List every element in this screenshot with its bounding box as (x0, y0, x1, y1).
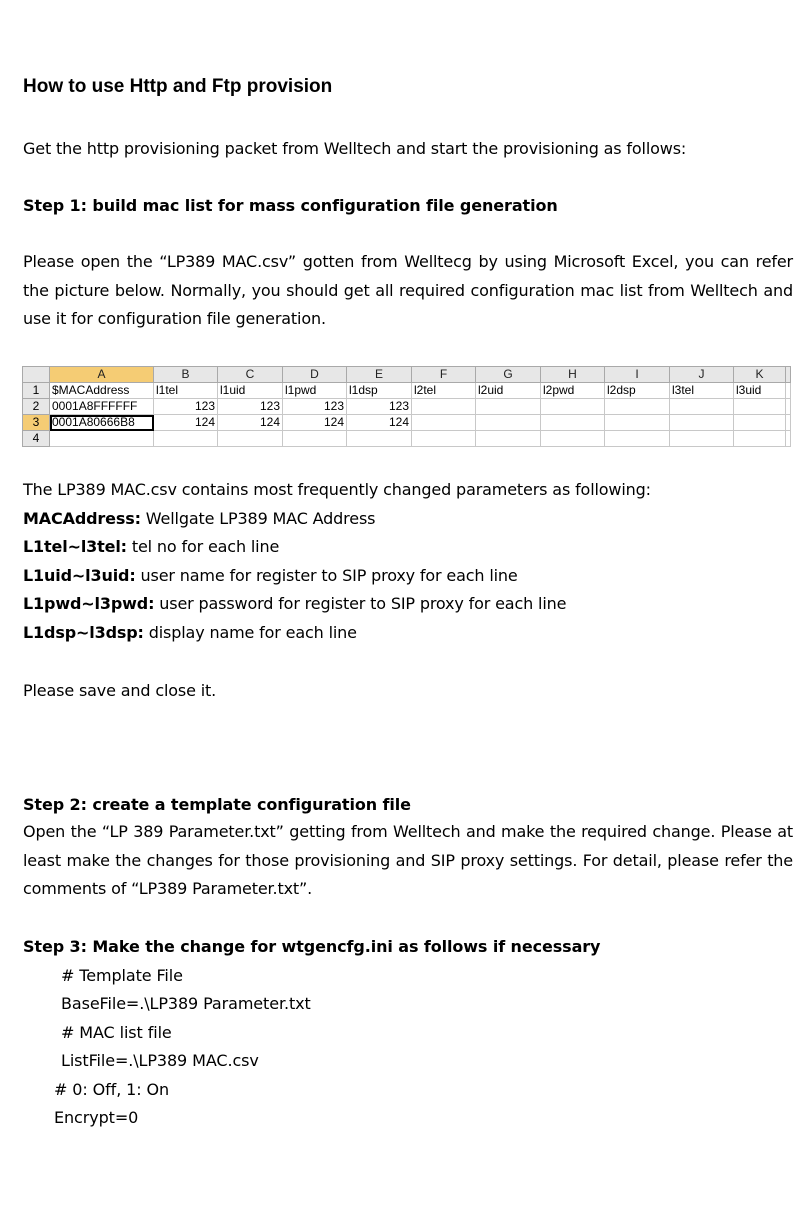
sheet-cell (670, 399, 734, 415)
param-desc: Wellgate LP389 MAC Address (140, 508, 376, 528)
step1-heading: Step 1: build mac list for mass configuration file generation (23, 196, 558, 215)
row-header: 2 (23, 399, 50, 415)
param-desc: user name for register to SIP proxy for each line (135, 565, 518, 585)
sheet-cell (734, 399, 786, 415)
sheet-row (23, 383, 791, 399)
code-line-comment: # MAC list file (61, 1023, 172, 1042)
sheet-cell: l2tel (412, 383, 476, 399)
sheet-cell (605, 431, 670, 447)
sheet-cell: l2pwd (541, 383, 605, 399)
sheet-row (23, 415, 791, 431)
sheet-cell: 124 (218, 415, 283, 431)
param-item (23, 590, 651, 619)
param-desc: display name for each line (143, 622, 357, 642)
sheet-cell (541, 415, 605, 431)
sheet-cell: $MACAddress (50, 383, 154, 399)
column-header: B (154, 367, 218, 383)
sheet-cell: 124 (154, 415, 218, 431)
sheet-row (23, 399, 791, 415)
column-header: K (734, 367, 786, 383)
code-line-comment: # 0: Off, 1: On (54, 1080, 170, 1099)
sheet-cell (541, 431, 605, 447)
column-header: H (541, 367, 605, 383)
param-desc: tel no for each line (126, 537, 280, 556)
sheet-cell (412, 399, 476, 415)
param-desc: user password for register to SIP proxy for each line (154, 594, 567, 613)
page-title: How to use Http and Ftp provision (23, 76, 333, 97)
params-intro: The LP389 MAC.csv contains most frequently changed parameters as following: (23, 480, 651, 499)
column-header: E (347, 367, 412, 383)
sheet-cell: 124 (283, 415, 347, 431)
param-term: MACAddress: (23, 508, 141, 528)
column-header-row (23, 367, 791, 383)
sheet-cell: l2dsp (605, 383, 670, 399)
sheet-cell-overflow (786, 383, 791, 399)
sheet-cell (283, 431, 347, 447)
sheet-cell: 123 (154, 399, 218, 415)
sheet-cell: 0001A8FFFFFF (50, 399, 154, 415)
code-line-setting: BaseFile=.\LP389 Parameter.txt (61, 994, 311, 1013)
column-header: I (605, 367, 670, 383)
sheet-cell (541, 399, 605, 415)
sheet-cell: 123 (347, 399, 412, 415)
row-header: 4 (23, 431, 50, 447)
sheet-cell: l1uid (218, 383, 283, 399)
sheet-cell: 123 (218, 399, 283, 415)
corner-cell (23, 367, 50, 383)
sheet-cell (476, 415, 541, 431)
sheet-cell (412, 431, 476, 447)
sheet-cell-overflow (786, 415, 791, 431)
sheet-cell (476, 431, 541, 447)
sheet-cell (734, 431, 786, 447)
step3-heading: Step 3: Make the change for wtgencfg.ini as follows if necessary (23, 937, 601, 956)
sheet-cell: l1dsp (347, 383, 412, 399)
sheet-cell (154, 431, 218, 447)
sheet-cell: l3uid (734, 383, 786, 399)
sheet-row (23, 431, 791, 447)
step2-paragraph: Open the “LP 389 Parameter.txt” getting from Welltech and make the required change. Please at least make the changes for those provisioning and SIP proxy settings. For detail, please refer the comments of “LP389 Parameter.txt”. (23, 822, 793, 898)
sheet-cell (412, 415, 476, 431)
sheet-cell (218, 431, 283, 447)
sheet-cell (734, 415, 786, 431)
sheet-cell-overflow (786, 431, 791, 447)
spreadsheet-image (22, 366, 791, 447)
spreadsheet-table (22, 366, 791, 447)
row-header: 1 (23, 383, 50, 399)
step2-heading: Step 2: create a template configuration file (23, 795, 411, 814)
column-header-overflow (786, 367, 791, 383)
sheet-cell (670, 431, 734, 447)
sheet-cell (670, 415, 734, 431)
param-item (23, 562, 651, 591)
sheet-cell: l2uid (476, 383, 541, 399)
column-header: G (476, 367, 541, 383)
step1-paragraph: Please open the “LP389 MAC.csv” gotten from Welltecg by using Microsoft Excel, you can refer the picture below. Normally, you should get all required configuration mac list from Welltech and use it for configuration file generation. (23, 252, 793, 328)
column-header: C (218, 367, 283, 383)
save-note: Please save and close it. (23, 681, 217, 700)
column-header: D (283, 367, 347, 383)
column-header: F (412, 367, 476, 383)
param-item (23, 619, 651, 648)
param-item (23, 533, 651, 562)
sheet-cell: l3tel (670, 383, 734, 399)
sheet-cell: l1tel (154, 383, 218, 399)
param-term: L1uid~l3uid: (23, 565, 136, 585)
sheet-cell (347, 431, 412, 447)
column-header: J (670, 367, 734, 383)
sheet-cell (605, 415, 670, 431)
sheet-cell: 124 (347, 415, 412, 431)
intro-text: Get the http provisioning packet from Welltech and start the provisioning as follows: (23, 139, 687, 158)
column-header: A (50, 367, 154, 383)
params-section (23, 476, 651, 647)
param-term: L1tel~l3tel: (23, 537, 127, 556)
param-item (23, 505, 651, 534)
code-line-setting: ListFile=.\LP389 MAC.csv (61, 1051, 259, 1070)
sheet-cell (605, 399, 670, 415)
sheet-cell (50, 431, 154, 447)
param-term: L1pwd~l3pwd: (23, 594, 155, 613)
sheet-cell (476, 399, 541, 415)
param-term: L1dsp~l3dsp: (23, 622, 144, 642)
code-line-comment: # Template File (61, 966, 183, 985)
sheet-cell: l1pwd (283, 383, 347, 399)
sheet-cell-overflow (786, 399, 791, 415)
sheet-cell: 123 (283, 399, 347, 415)
sheet-cell: 0001A80666B8 (50, 415, 154, 431)
row-header: 3 (23, 415, 50, 431)
code-line-setting: Encrypt=0 (54, 1108, 139, 1127)
